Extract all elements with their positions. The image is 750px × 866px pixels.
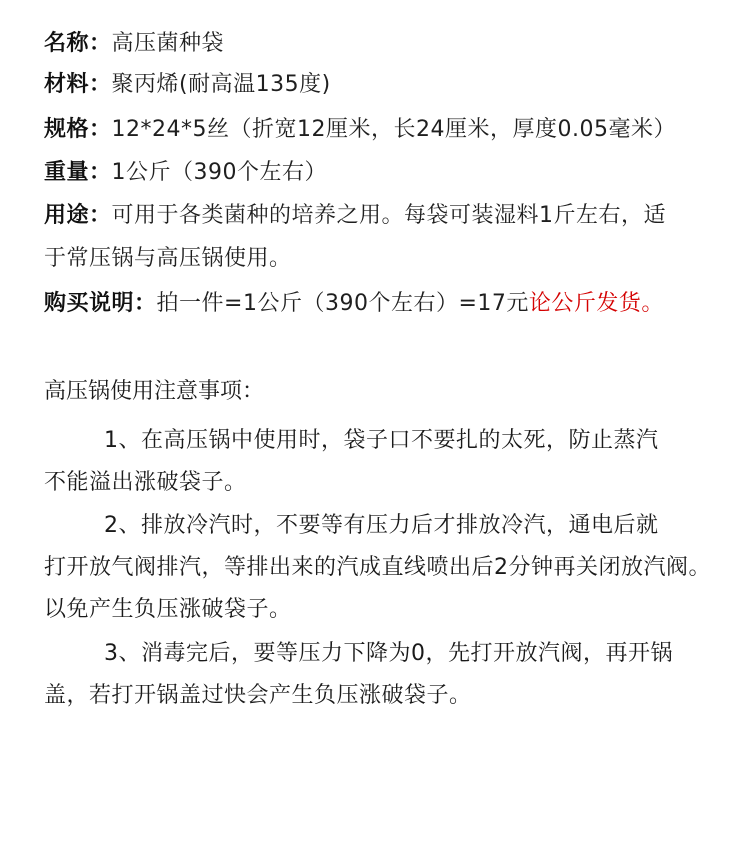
- note-item: [44, 420, 724, 504]
- field-label: 规格：: [44, 117, 112, 142]
- field-value: 12*24*5丝（折宽12厘米，长24厘米，厚度0.05毫米）: [111, 117, 676, 142]
- field-purchase-note: [44, 289, 664, 319]
- field-material: [44, 70, 331, 100]
- note-first-line: 3、消毒完后，要等压力下降为0，先打开放汽阀，再开锅: [104, 641, 673, 666]
- note-rest: 盖，若打开锅盖过快会产生负压涨破袋子。: [44, 683, 472, 708]
- field-label: 重量：: [44, 160, 112, 185]
- note-rest: 不能溢出涨破袋子。: [44, 470, 247, 495]
- note-first-line: 1、在高压锅中使用时，袋子口不要扎的太死，防止蒸汽: [104, 428, 659, 453]
- field-label: 材料：: [44, 72, 112, 97]
- field-label: 购买说明：: [44, 291, 157, 316]
- note-rest: 打开放气阀排汽，等排出来的汽成直线喷出后2分钟再关闭放汽阀。以免产生负压涨破袋子。: [44, 555, 711, 622]
- field-name: [44, 29, 224, 59]
- field-label: 用途：: [44, 203, 112, 228]
- field-value: 拍一件=1公斤（390个左右）=17元: [156, 291, 529, 316]
- shipping-highlight: 论公斤发货。: [528, 291, 664, 316]
- field-spec: [44, 115, 676, 145]
- field-value: 高压菌种袋: [111, 31, 225, 56]
- field-usage-continued: [44, 244, 292, 274]
- field-usage: [44, 201, 666, 231]
- field-value: 聚丙烯(耐高温135度): [111, 72, 331, 97]
- field-value: 1公斤（390个左右）: [111, 160, 328, 185]
- field-weight: [44, 158, 327, 188]
- field-value: 于常压锅与高压锅使用。: [44, 246, 292, 271]
- field-value: 可用于各类菌种的培养之用。每袋可装湿料1斤左右，适: [111, 203, 667, 228]
- note-item: [44, 505, 724, 631]
- notes-title: 高压锅使用注意事项：: [44, 379, 265, 404]
- note-first-line: 2、排放冷汽时，不要等有压力后才排放冷汽，通电后就: [104, 513, 659, 538]
- note-item: [44, 633, 724, 717]
- field-label: 名称：: [44, 31, 112, 56]
